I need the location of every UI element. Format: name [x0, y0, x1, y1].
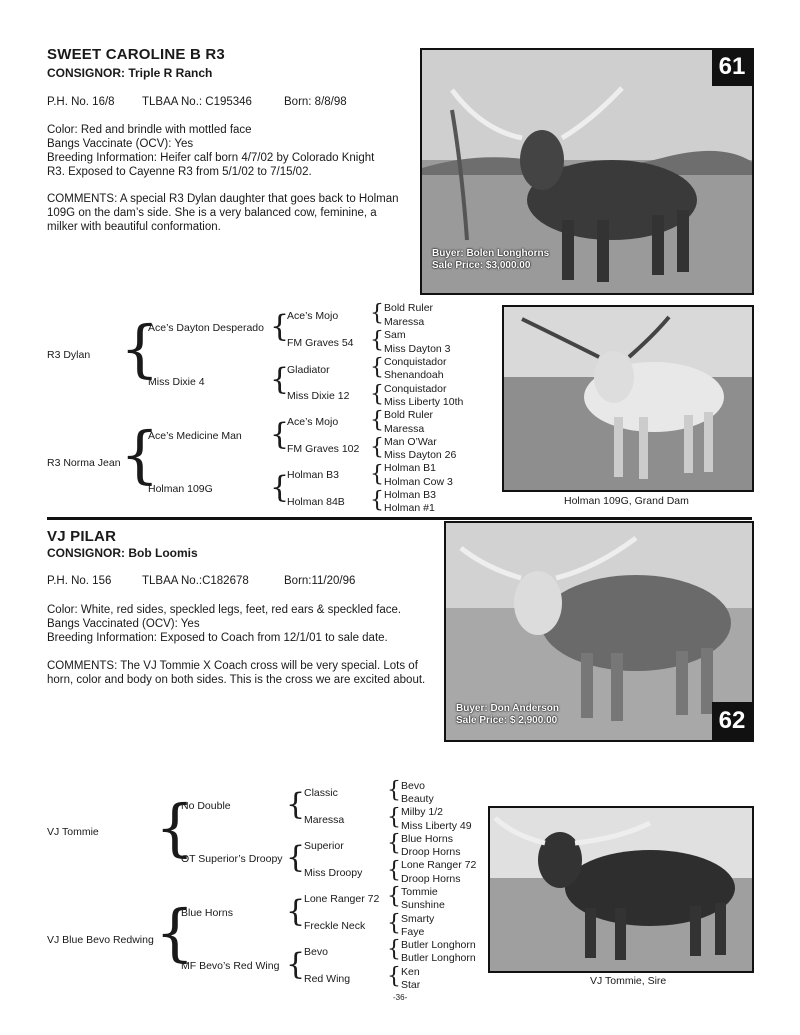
- lot62-g3-1: Classic: [304, 787, 338, 799]
- lot61-g3-2: FM Graves 54: [287, 337, 354, 349]
- pedigree-brace-icon: {: [370, 328, 384, 353]
- pedigree-brace-icon: {: [387, 884, 401, 909]
- lot61-g2-2: Miss Dixie 4: [148, 376, 205, 388]
- pedigree-brace-icon: {: [387, 911, 401, 936]
- lot62-tlbaa-number: TLBAA No.:C182678: [142, 575, 249, 587]
- pedigree-brace-icon: {: [387, 805, 401, 830]
- lot62-g4-8: Droop Horns: [401, 873, 461, 885]
- pedigree-brace-icon: {: [370, 408, 384, 433]
- pedigree-brace-icon: {: [155, 791, 195, 864]
- lot62-g4-3: Milby 1/2: [401, 806, 444, 818]
- lot62-g3-3: Superior: [304, 840, 344, 852]
- lot62-cow-photo: [444, 521, 754, 742]
- lot62-g4-13: Butler Longhorn: [401, 939, 476, 951]
- lot61-grand-dam-caption: Holman 109G, Grand Dam: [564, 495, 689, 507]
- pedigree-brace-icon: {: [286, 840, 306, 875]
- lot61-grand-dam-photo: [502, 305, 754, 492]
- lot61-g4-5: Conquistador: [384, 356, 447, 368]
- lot61-g4-15: Holman B3: [384, 489, 436, 501]
- lot61-breeding-line1: Breeding Information: Heifer calf born 4/7/02 by Colorado Knight: [47, 152, 375, 164]
- pedigree-brace-icon: {: [286, 894, 306, 929]
- lot61-ph-number: P.H. No. 16/8: [47, 96, 115, 108]
- lot61-g4-2: Maressa: [384, 316, 425, 328]
- lot61-g4-1: Bold Ruler: [384, 302, 434, 314]
- lot62-g4-9: Tommie: [401, 886, 438, 898]
- lot62-born: Born:11/20/96: [284, 575, 356, 587]
- lot61-g2-1: Ace’s Dayton Desperado: [148, 322, 264, 334]
- pedigree-brace-icon: {: [120, 312, 160, 385]
- lot61-g2-4: Holman 109G: [148, 483, 213, 495]
- pedigree-brace-icon: {: [270, 470, 290, 505]
- lot61-g4-10: Maressa: [384, 423, 425, 435]
- pedigree-brace-icon: {: [387, 858, 401, 883]
- pedigree-brace-icon: {: [155, 896, 195, 969]
- lot61-comments-line2: 109G on the dam’s side. She is a very balanced cow, feminine, a: [47, 207, 377, 219]
- lot62-number-badge: 62: [712, 702, 752, 740]
- pedigree-brace-icon: {: [387, 831, 401, 856]
- pedigree-brace-icon: {: [270, 362, 290, 397]
- lot62-g4-6: Droop Horns: [401, 846, 461, 858]
- lot61-color: Color: Red and brindle with mottled face: [47, 124, 252, 136]
- lot62-g4-14: Butler Longhorn: [401, 952, 476, 964]
- lot61-g4-14: Holman Cow 3: [384, 476, 453, 488]
- pedigree-brace-icon: {: [387, 778, 401, 803]
- lot61-g4-3: Sam: [384, 329, 406, 341]
- lot62-g4-5: Blue Horns: [401, 833, 453, 845]
- longhorn-cow-illustration: [504, 307, 752, 490]
- lot61-g3-5: Ace’s Mojo: [287, 416, 339, 428]
- section-divider: [47, 517, 752, 520]
- pedigree-brace-icon: {: [370, 382, 384, 407]
- lot61-sale-price: Sale Price: $3,000.00: [432, 260, 531, 271]
- lot62-g4-11: Smarty: [401, 913, 435, 925]
- lot61-g3-7: Holman B3: [287, 469, 339, 481]
- lot61-cow-photo: [420, 48, 754, 295]
- pedigree-brace-icon: {: [387, 964, 401, 989]
- pedigree-brace-icon: {: [270, 309, 290, 344]
- lot62-pedigree-sire: VJ Tommie: [47, 826, 99, 838]
- pedigree-brace-icon: {: [286, 787, 306, 822]
- lot61-comments-line1: COMMENTS: A special R3 Dylan daughter that goes back to Holman: [47, 193, 399, 205]
- lot61-g4-7: Conquistador: [384, 383, 447, 395]
- lot62-breeding-line1: Breeding Information: Exposed to Coach from 12/1/01 to sale date.: [47, 632, 388, 644]
- pedigree-brace-icon: {: [370, 301, 384, 326]
- lot62-g3-8: Red Wing: [304, 973, 351, 985]
- lot62-g4-7: Lone Ranger 72: [401, 859, 477, 871]
- lot61-pedigree-sire: R3 Dylan: [47, 349, 91, 361]
- pedigree-brace-icon: {: [286, 947, 306, 982]
- lot61-bangs: Bangs Vaccinate (OCV): Yes: [47, 138, 194, 150]
- pedigree-brace-icon: {: [120, 418, 160, 491]
- lot62-g2-2: OT Superior’s Droopy: [181, 853, 283, 865]
- lot62-sire-photo: [488, 806, 754, 973]
- lot62-buyer: Buyer: Don Anderson: [456, 703, 559, 714]
- lot61-g4-12: Miss Dayton 26: [384, 449, 457, 461]
- lot61-tlbaa-number: TLBAA No.: C195346: [142, 96, 252, 108]
- lot61-title: SWEET CAROLINE B R3: [47, 46, 225, 63]
- lot61-g4-8: Miss Liberty 10th: [384, 396, 464, 408]
- lot61-pedigree-dam: R3 Norma Jean: [47, 457, 121, 469]
- lot62-comments-line1: COMMENTS: The VJ Tommie X Coach cross will be very special. Lots of: [47, 660, 418, 672]
- pedigree-brace-icon: {: [370, 355, 384, 380]
- lot62-g3-5: Lone Ranger 72: [304, 893, 380, 905]
- pedigree-brace-icon: {: [370, 488, 384, 513]
- lot62-title: VJ PILAR: [47, 528, 117, 545]
- lot62-consignor: CONSIGNOR: Bob Loomis: [47, 546, 198, 560]
- lot62-bangs: Bangs Vaccinated (OCV): Yes: [47, 618, 200, 630]
- pedigree-brace-icon: {: [270, 417, 290, 452]
- lot61-number-badge: 61: [712, 48, 752, 86]
- page-number: -36-: [393, 993, 408, 1002]
- lot61-g4-6: Shenandoah: [384, 369, 444, 381]
- pedigree-brace-icon: {: [370, 462, 384, 487]
- pedigree-brace-icon: {: [387, 937, 401, 962]
- lot61-g3-1: Ace’s Mojo: [287, 310, 339, 322]
- lot61-g3-6: FM Graves 102: [287, 443, 360, 455]
- lot62-g2-4: MF Bevo’s Red Wing: [181, 960, 280, 972]
- lot62-comments-line2: horn, color and body on both sides. This is the cross we are excited about.: [47, 674, 426, 686]
- longhorn-bull-illustration: [490, 808, 752, 971]
- lot62-g4-4: Miss Liberty 49: [401, 820, 472, 832]
- lot62-g3-6: Freckle Neck: [304, 920, 366, 932]
- lot61-consignor: CONSIGNOR: Triple R Ranch: [47, 66, 213, 80]
- lot62-ph-number: P.H. No. 156: [47, 575, 112, 587]
- lot62-g4-12: Faye: [401, 926, 425, 938]
- lot62-g2-3: Blue Horns: [181, 907, 233, 919]
- lot61-comments-line3: milker with beautiful conformation.: [47, 221, 221, 233]
- lot61-buyer: Buyer: Bolen Longhorns: [432, 248, 550, 259]
- lot62-g4-2: Beauty: [401, 793, 434, 805]
- lot61-breeding-line2: R3. Exposed to Cayenne R3 from 5/1/02 to 7/15/02.: [47, 166, 312, 178]
- lot61-g4-11: Man O’War: [384, 436, 437, 448]
- lot62-g3-4: Miss Droopy: [304, 867, 363, 879]
- lot62-g2-1: No Double: [181, 800, 231, 812]
- lot62-color: Color: White, red sides, speckled legs, feet, red ears & speckled face.: [47, 604, 402, 616]
- lot62-g4-15: Ken: [401, 966, 420, 978]
- lot61-g4-9: Bold Ruler: [384, 409, 434, 421]
- lot62-g3-2: Maressa: [304, 814, 345, 826]
- lot62-g3-7: Bevo: [304, 946, 328, 958]
- lot61-g4-13: Holman B1: [384, 462, 436, 474]
- lot61-born: Born: 8/8/98: [284, 96, 347, 108]
- lot61-g3-4: Miss Dixie 12: [287, 390, 350, 402]
- lot62-pedigree-dam: VJ Blue Bevo Redwing: [47, 934, 154, 946]
- lot62-g4-16: Star: [401, 979, 421, 991]
- lot61-g2-3: Ace’s Medicine Man: [148, 430, 242, 442]
- lot62-sire-caption: VJ Tommie, Sire: [590, 975, 667, 987]
- lot61-g4-4: Miss Dayton 3: [384, 343, 451, 355]
- lot61-g3-3: Gladiator: [287, 364, 330, 376]
- lot61-g4-16: Holman #1: [384, 502, 435, 514]
- lot61-g3-8: Holman 84B: [287, 496, 345, 508]
- lot62-sale-price: Sale Price: $ 2,900.00: [456, 715, 558, 726]
- pedigree-brace-icon: {: [370, 435, 384, 460]
- lot62-g4-10: Sunshine: [401, 899, 445, 911]
- lot62-g4-1: Bevo: [401, 780, 425, 792]
